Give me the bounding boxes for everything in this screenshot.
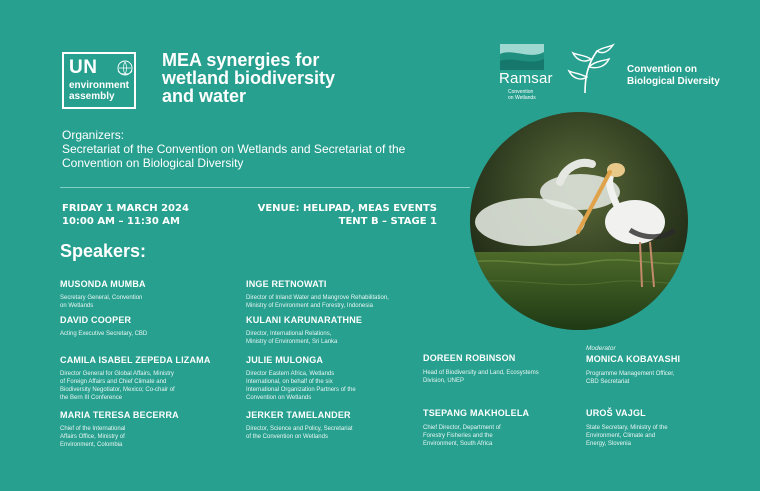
un-emblem-icon: [116, 59, 134, 77]
role-line: Division, UNEP: [423, 378, 465, 384]
organizers-label: Organizers:: [62, 128, 125, 142]
speaker-card: [60, 315, 240, 338]
role-line: Chief of the International: [60, 426, 126, 432]
venue-line-1: VENUE: HELIPAD, MEAS EVENTS: [257, 203, 437, 214]
speaker-name: CAMILA ISABEL ZEPEDA LIZAMA: [60, 355, 211, 365]
role-line: Ministry of Environment, Sri Lanka: [246, 339, 338, 345]
role-line: Head of Biodiversity and Land, Ecosystems: [423, 370, 539, 376]
cbd-leaf-icon: [567, 43, 615, 95]
speaker-role: [423, 424, 583, 448]
divider: [60, 187, 470, 188]
speaker-name: INGE RETNOWATI: [246, 279, 327, 289]
ramsar-subtitle: [508, 89, 536, 101]
role-line: Director Eastern Africa, Wetlands: [246, 371, 335, 377]
role-line: Environment, Colombia: [60, 442, 123, 448]
event-time: 10:00 AM – 11:30 AM: [62, 216, 180, 227]
logo-un-text: UN: [69, 57, 98, 78]
role-line: International, on behalf of the six: [246, 379, 333, 385]
speaker-role: [246, 370, 426, 402]
speaker-card: [60, 355, 240, 402]
role-line: International Organization Partners of the: [246, 387, 356, 393]
role-line: Secretary General, Convention: [60, 295, 143, 301]
speaker-card: [60, 410, 240, 449]
speaker-name: JULIE MULONGA: [246, 355, 324, 365]
role-line: State Secretary, Ministry of the: [586, 425, 668, 431]
role-line: Ministry of Environment and Forestry, Indonesia: [246, 303, 373, 309]
role-line: the Bern III Conference: [60, 395, 123, 401]
event-title: [162, 51, 382, 105]
speaker-name: TSEPANG MAKHOLELA: [423, 408, 530, 418]
role-line: Programme Management Officer,: [586, 371, 675, 377]
speaker-card: [246, 410, 426, 441]
stork-image-icon: [470, 112, 688, 330]
speaker-role: [246, 330, 446, 346]
ramsar-wave-icon: [500, 44, 544, 70]
speaker-name: KULANI KARUNARATHNE: [246, 315, 363, 325]
role-line: Forestry Fisheries and the: [423, 433, 493, 439]
role-line: Acting Executive Secretary, CBD: [60, 331, 148, 337]
speaker-card: [586, 408, 736, 448]
event-venue: [247, 202, 437, 228]
speaker-name: DOREEN ROBINSON: [423, 353, 516, 363]
role-line: Affairs Office, Ministry of: [60, 434, 125, 440]
cbd-line-1: Convention on: [627, 64, 697, 75]
title-line-1: MEA synergies for: [162, 50, 320, 70]
moderator-tag: Moderator: [586, 345, 616, 352]
speaker-role: [586, 370, 736, 386]
title-line-2: wetland biodiversity: [162, 68, 336, 88]
role-line: Biodiversity Negotiator, Mexico; Co-chair of: [60, 387, 175, 393]
role-line: Director, International Relations,: [246, 331, 332, 337]
role-line: on Wetlands: [60, 303, 94, 309]
stork-photo: [470, 112, 688, 330]
role-line: of the Convention on Wetlands: [246, 434, 328, 440]
speaker-card: [246, 279, 446, 310]
event-date: FRIDAY 1 MARCH 2024: [62, 203, 189, 214]
role-line: Energy, Slovenia: [586, 441, 631, 447]
speaker-name: DAVID COOPER: [60, 315, 132, 325]
speaker-role: [60, 370, 240, 402]
speaker-role: [60, 330, 240, 338]
organizers-line-2: Convention on Biological Diversity: [62, 156, 244, 170]
cbd-name: [627, 64, 720, 88]
speaker-role: [423, 369, 583, 385]
speaker-name: MUSONDA MUMBA: [60, 279, 146, 289]
ramsar-sub-line-2: on Wetlands: [508, 95, 536, 101]
role-line: Environment, South Africa: [423, 441, 493, 447]
speaker-role: [246, 425, 426, 441]
speaker-role: [60, 425, 240, 449]
event-date-time: [62, 202, 189, 228]
speaker-role: [60, 294, 240, 310]
title-line-3: and water: [162, 86, 247, 106]
speaker-role: [586, 424, 736, 448]
speaker-card: [246, 315, 446, 346]
ramsar-sub-line-1: Convention: [508, 89, 534, 95]
role-line: Environment, Climate and: [586, 433, 656, 439]
role-line: Convention on Wetlands: [246, 395, 312, 401]
un-environment-assembly-logo: [62, 52, 136, 109]
role-line: Director, Science and Policy, Secretariat: [246, 426, 353, 432]
speaker-name: MARIA TERESA BECERRA: [60, 410, 179, 420]
role-line: Chief Director, Department of: [423, 425, 501, 431]
logo-line-1: environment: [69, 80, 130, 91]
speaker-name: JERKER TAMELANDER: [246, 410, 351, 420]
speakers-heading: Speakers:: [60, 241, 147, 261]
ramsar-name: Ramsar: [499, 70, 553, 87]
logo-line-2: assembly: [69, 91, 115, 102]
speaker-name: MONICA KOBAYASHI: [586, 354, 681, 364]
speaker-name: UROŠ VAJGL: [586, 408, 646, 418]
speaker-card: [423, 408, 583, 448]
speaker-card: [423, 353, 583, 385]
cbd-line-2: Biological Diversity: [627, 76, 720, 87]
speaker-card: [586, 345, 736, 386]
venue-line-2: TENT B – STAGE 1: [338, 216, 437, 227]
speaker-card: [60, 279, 240, 310]
role-line: of Foreign Affairs and Chief Climate and: [60, 379, 167, 385]
speaker-card: [246, 355, 426, 402]
organizers: [62, 128, 467, 170]
organizers-line-1: Secretariat of the Convention on Wetlands and Secretariat of the: [62, 142, 406, 156]
role-line: Director of Inland Water and Mangrove Rehabilitation,: [246, 295, 389, 301]
role-line: Director General for Global Affairs, Ministry: [60, 371, 174, 377]
logo-subtitle: [69, 80, 129, 102]
role-line: CBD Secretariat: [586, 379, 630, 385]
speaker-role: [246, 294, 446, 310]
